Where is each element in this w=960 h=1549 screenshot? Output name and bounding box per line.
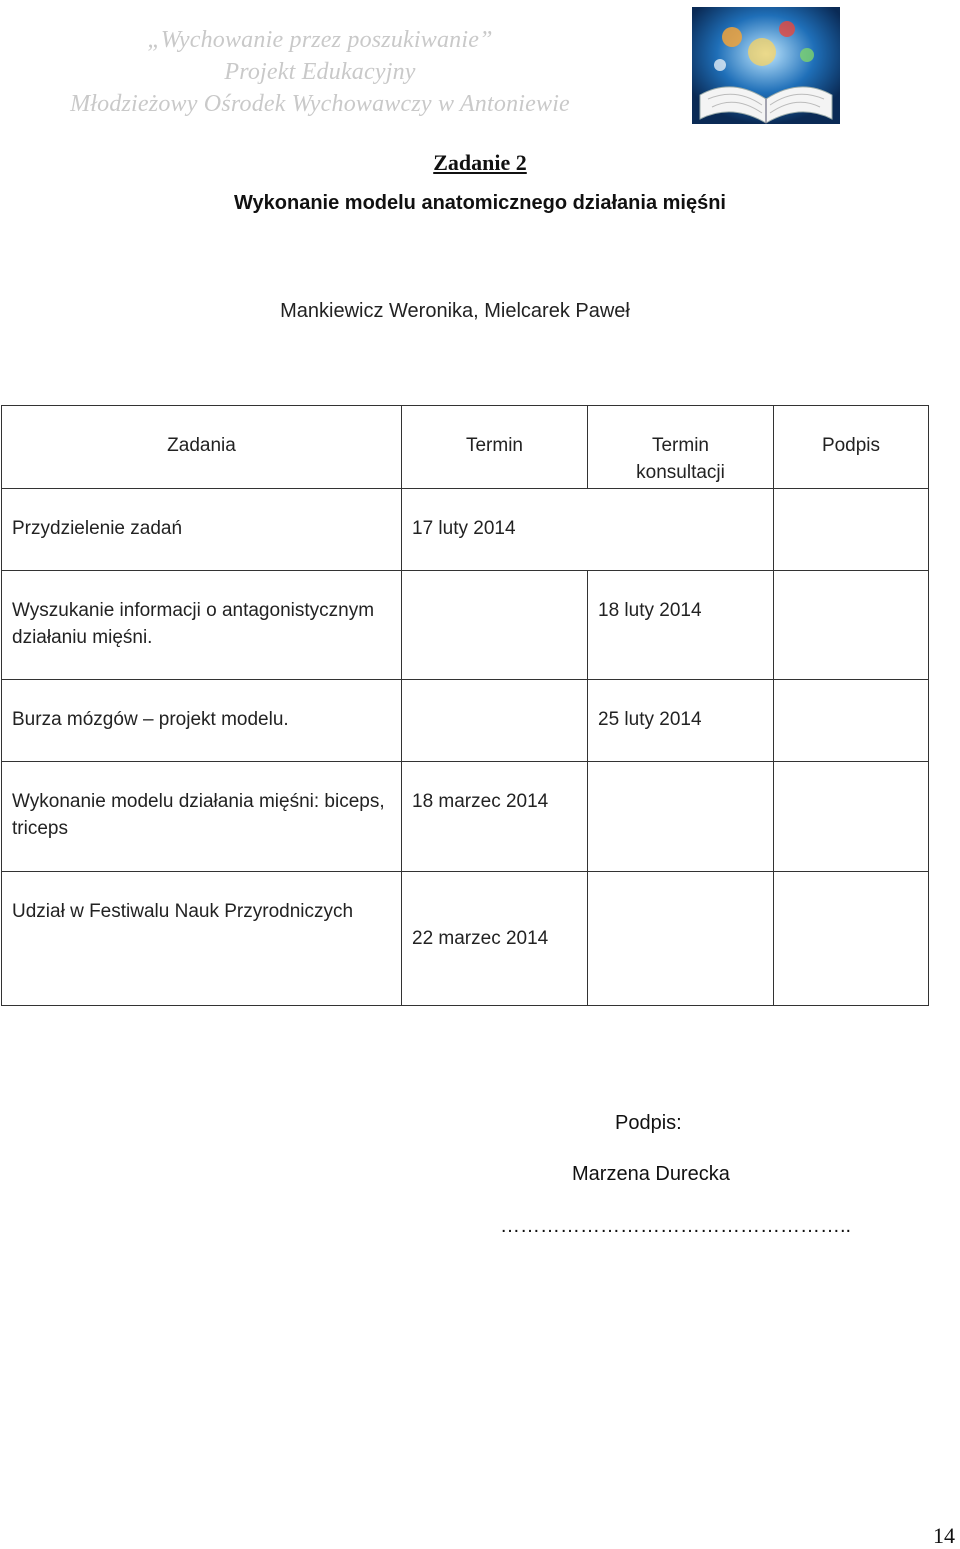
cell-task: Przydzielenie zadań xyxy=(2,489,402,571)
header-line-2: Projekt Edukacyjny xyxy=(224,59,416,85)
task-subtitle: Wykonanie modelu anatomicznego działania mięśni xyxy=(234,192,726,214)
header-line-1: „Wychowanie przez poszukiwanie” xyxy=(147,27,493,53)
cell-task: Wyszukanie informacji o antagonistycznym działaniu mięśni. xyxy=(2,571,402,680)
cell-task: Udział w Festiwalu Nauk Przyrodniczych xyxy=(2,872,402,1006)
cell-task: Wykonanie modelu działania mięśni: biceps, triceps xyxy=(2,762,402,872)
task-authors: Mankiewicz Weronika, Mielcarek Paweł xyxy=(280,300,630,322)
project-header xyxy=(0,24,640,120)
header-consultation: Termin konsultacji xyxy=(588,406,774,489)
table-row xyxy=(2,762,929,872)
header-tasks: Zadania xyxy=(2,406,402,489)
signature-name: Marzena Durecka xyxy=(572,1163,730,1185)
cell-consult xyxy=(588,762,774,872)
page-number: 14 xyxy=(933,1523,955,1548)
cell-task: Burza mózgów – projekt modelu. xyxy=(2,680,402,762)
cell-term: 18 marzec 2014 xyxy=(402,762,588,872)
cell-consult: 25 luty 2014 xyxy=(588,680,774,762)
table-header-row xyxy=(2,406,929,489)
task-title: Zadanie 2 xyxy=(433,150,527,175)
cell-sign xyxy=(774,571,929,680)
header-term: Termin xyxy=(402,406,588,489)
cell-term xyxy=(402,571,588,680)
cell-term xyxy=(402,680,588,762)
cell-consult: 18 luty 2014 xyxy=(588,571,774,680)
table-row xyxy=(2,680,929,762)
cell-sign xyxy=(774,872,929,1006)
signature-label: Podpis: xyxy=(615,1112,682,1134)
header-signature: Podpis xyxy=(774,406,929,489)
cell-sign xyxy=(774,680,929,762)
header-line-3: Młodzieżowy Ośrodek Wychowawczy w Antoniewie xyxy=(70,91,570,117)
schedule-table xyxy=(1,405,929,1006)
table-row xyxy=(2,872,929,1006)
cell-sign xyxy=(774,762,929,872)
cell-consult xyxy=(588,489,774,571)
signature-line: …………………………………………….. xyxy=(500,1215,852,1237)
cell-term: 17 luty 2014 xyxy=(402,489,588,571)
cell-consult xyxy=(588,872,774,1006)
table-row xyxy=(2,489,929,571)
cell-term: 22 marzec 2014 xyxy=(402,872,588,1006)
cell-sign xyxy=(774,489,929,571)
open-book-logo-icon xyxy=(692,7,840,124)
table-row xyxy=(2,571,929,680)
